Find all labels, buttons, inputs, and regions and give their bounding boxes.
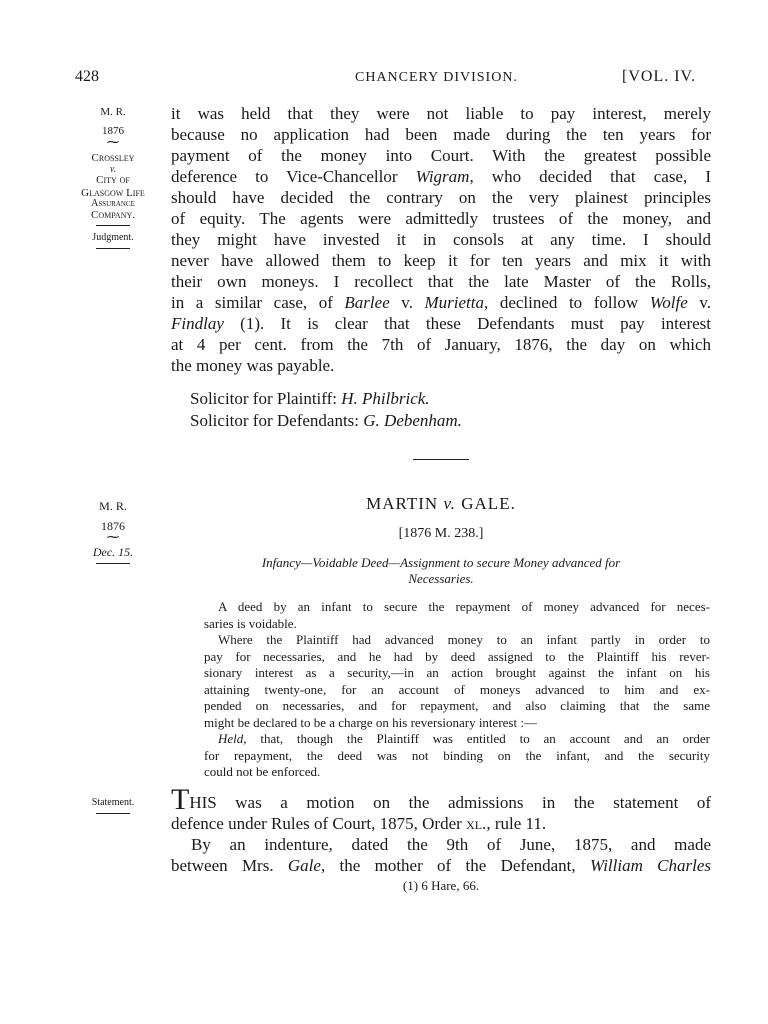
text-line: in a similar case, of Barlee v. Murietta, declined to follow Wolfe v. bbox=[171, 293, 711, 312]
headnote-line: Held, that, though the Plaintiff was entitled to an account and an order bbox=[218, 731, 710, 746]
text-line: the money was payable. bbox=[171, 356, 335, 375]
margin-rule bbox=[96, 225, 130, 226]
text-line: it was held that they were not liable to pay interest, merely bbox=[171, 104, 711, 123]
margin-case-line1: Crossley bbox=[91, 152, 135, 164]
text-line: between Mrs. Gale, the mother of the Defendant, William Charles bbox=[171, 856, 712, 875]
margin-section-statement: Statement. bbox=[91, 797, 135, 808]
margin-tilde: ⁓ bbox=[106, 134, 120, 149]
held-label: Held bbox=[218, 731, 244, 746]
margin-case-line4: Assurance bbox=[91, 198, 135, 209]
text-line: THIS was a motion on the admissions in the statement of bbox=[171, 783, 711, 816]
margin-court: M. R. bbox=[99, 499, 127, 513]
margin-case-v: v. bbox=[109, 164, 117, 175]
margin-note-statement bbox=[60, 796, 166, 814]
statement-text bbox=[171, 783, 712, 876]
margin-note-crossley bbox=[60, 106, 166, 249]
solicitor-plaintiff: Solicitor for Plaintiff: H. Philbrick. bbox=[190, 389, 430, 408]
running-title: CHANCERY DIVISION. bbox=[355, 70, 518, 85]
margin-note-martin bbox=[60, 500, 166, 564]
text-line: their own moneys. I recollect that the late Master of the Rolls, bbox=[171, 272, 711, 291]
margin-rule bbox=[96, 563, 130, 564]
footnote: (1) 6 Hare, 66. bbox=[402, 878, 480, 893]
headnote-line: might be declared to be a charge on his reversionary interest :— bbox=[204, 714, 537, 730]
margin-court: M. R. bbox=[100, 106, 126, 118]
text-line: at 4 per cent. from the 7th of January, 1876, the day on which bbox=[171, 335, 711, 354]
text-line: because no application had been made during the ten years for bbox=[171, 125, 711, 144]
case-separator-rule bbox=[413, 459, 469, 460]
margin-rule bbox=[96, 248, 130, 249]
headnote-line: could not be enforced. bbox=[204, 764, 321, 779]
drop-cap: T bbox=[171, 783, 190, 816]
headnote-line: for repayment, the deed was not binding on the infant, and the security bbox=[204, 747, 710, 763]
text-line: By an indenture, dated the 9th of June, 1875, and made bbox=[191, 835, 711, 854]
case-party: Murietta, bbox=[424, 293, 489, 312]
margin-date: Dec. 15. bbox=[92, 545, 134, 559]
text-line: should have decided the contrary on the very plainest principles bbox=[171, 188, 711, 207]
case-party: Findlay bbox=[171, 314, 224, 333]
headnote-line: saries is voidable. bbox=[204, 615, 297, 631]
case-subject: Infancy—Voidable Deed—Assignment to secure Money advanced for Necessaries. bbox=[261, 555, 621, 586]
text-line: they might have invested it in consols at any time. I should bbox=[171, 230, 711, 249]
case-reference: [1876 M. 238.] bbox=[398, 526, 484, 541]
text-line: deference to Vice-Chancellor Wigram, who decided that case, I bbox=[171, 167, 711, 186]
headnote-line: A deed by an infant to secure the repayment of money advanced for neces- bbox=[218, 599, 710, 614]
judgment-text bbox=[171, 103, 711, 376]
headnote-line: pay for necessaries, and he had by deed assigned to the Plaintiff his rever- bbox=[204, 648, 710, 664]
solicitors-block bbox=[190, 388, 462, 432]
text-line: never have allowed them to keep it for ten years and mix it with bbox=[171, 251, 711, 270]
margin-year: 1876 bbox=[101, 519, 125, 533]
text-line: payment of the money into Court. With the greatest possible bbox=[171, 146, 711, 165]
case-party: Wolfe bbox=[649, 293, 688, 312]
margin-section-judgment: Judgment. bbox=[92, 232, 134, 243]
headnote-line: sionary interest as a security,—in an action brought against the infant on his bbox=[204, 665, 710, 680]
headnote bbox=[204, 599, 710, 781]
headnote-line: attaining twenty-one, for an account of moneys advanced to him and ex- bbox=[204, 681, 710, 697]
margin-year: 1876 bbox=[102, 125, 124, 137]
page-number: 428 bbox=[75, 68, 99, 85]
case-title: MARTIN v. GALE. bbox=[366, 494, 516, 513]
text-line: Findlay (1). It is clear that these Defendants must pay interest bbox=[171, 314, 711, 333]
text-line: defence under Rules of Court, 1875, Order xl., rule 11. bbox=[171, 814, 547, 833]
margin-case-line3: Glasgow Life bbox=[81, 187, 145, 199]
margin-tilde: ⁓ bbox=[106, 529, 120, 544]
volume-label: [VOL. IV. bbox=[622, 68, 697, 85]
headnote-line: pended on necessaries, and for repayment, and also claiming that the same bbox=[204, 698, 710, 713]
party-name: Gale bbox=[287, 856, 321, 875]
text-line: of equity. The agents were admittedly trustees of the money, and bbox=[171, 209, 711, 228]
margin-case-line5: Company. bbox=[90, 209, 136, 221]
solicitor-defendants: Solicitor for Defendants: G. Debenham. bbox=[190, 411, 462, 430]
case-party: Barlee bbox=[344, 293, 390, 312]
margin-rule bbox=[96, 813, 130, 814]
headnote-line: Where the Plaintiff had advanced money to an infant partly in order to bbox=[218, 632, 710, 647]
margin-case-line2: City of bbox=[96, 174, 130, 186]
party-name: William Charles bbox=[589, 856, 712, 875]
judge-name: Wigram bbox=[415, 167, 470, 186]
